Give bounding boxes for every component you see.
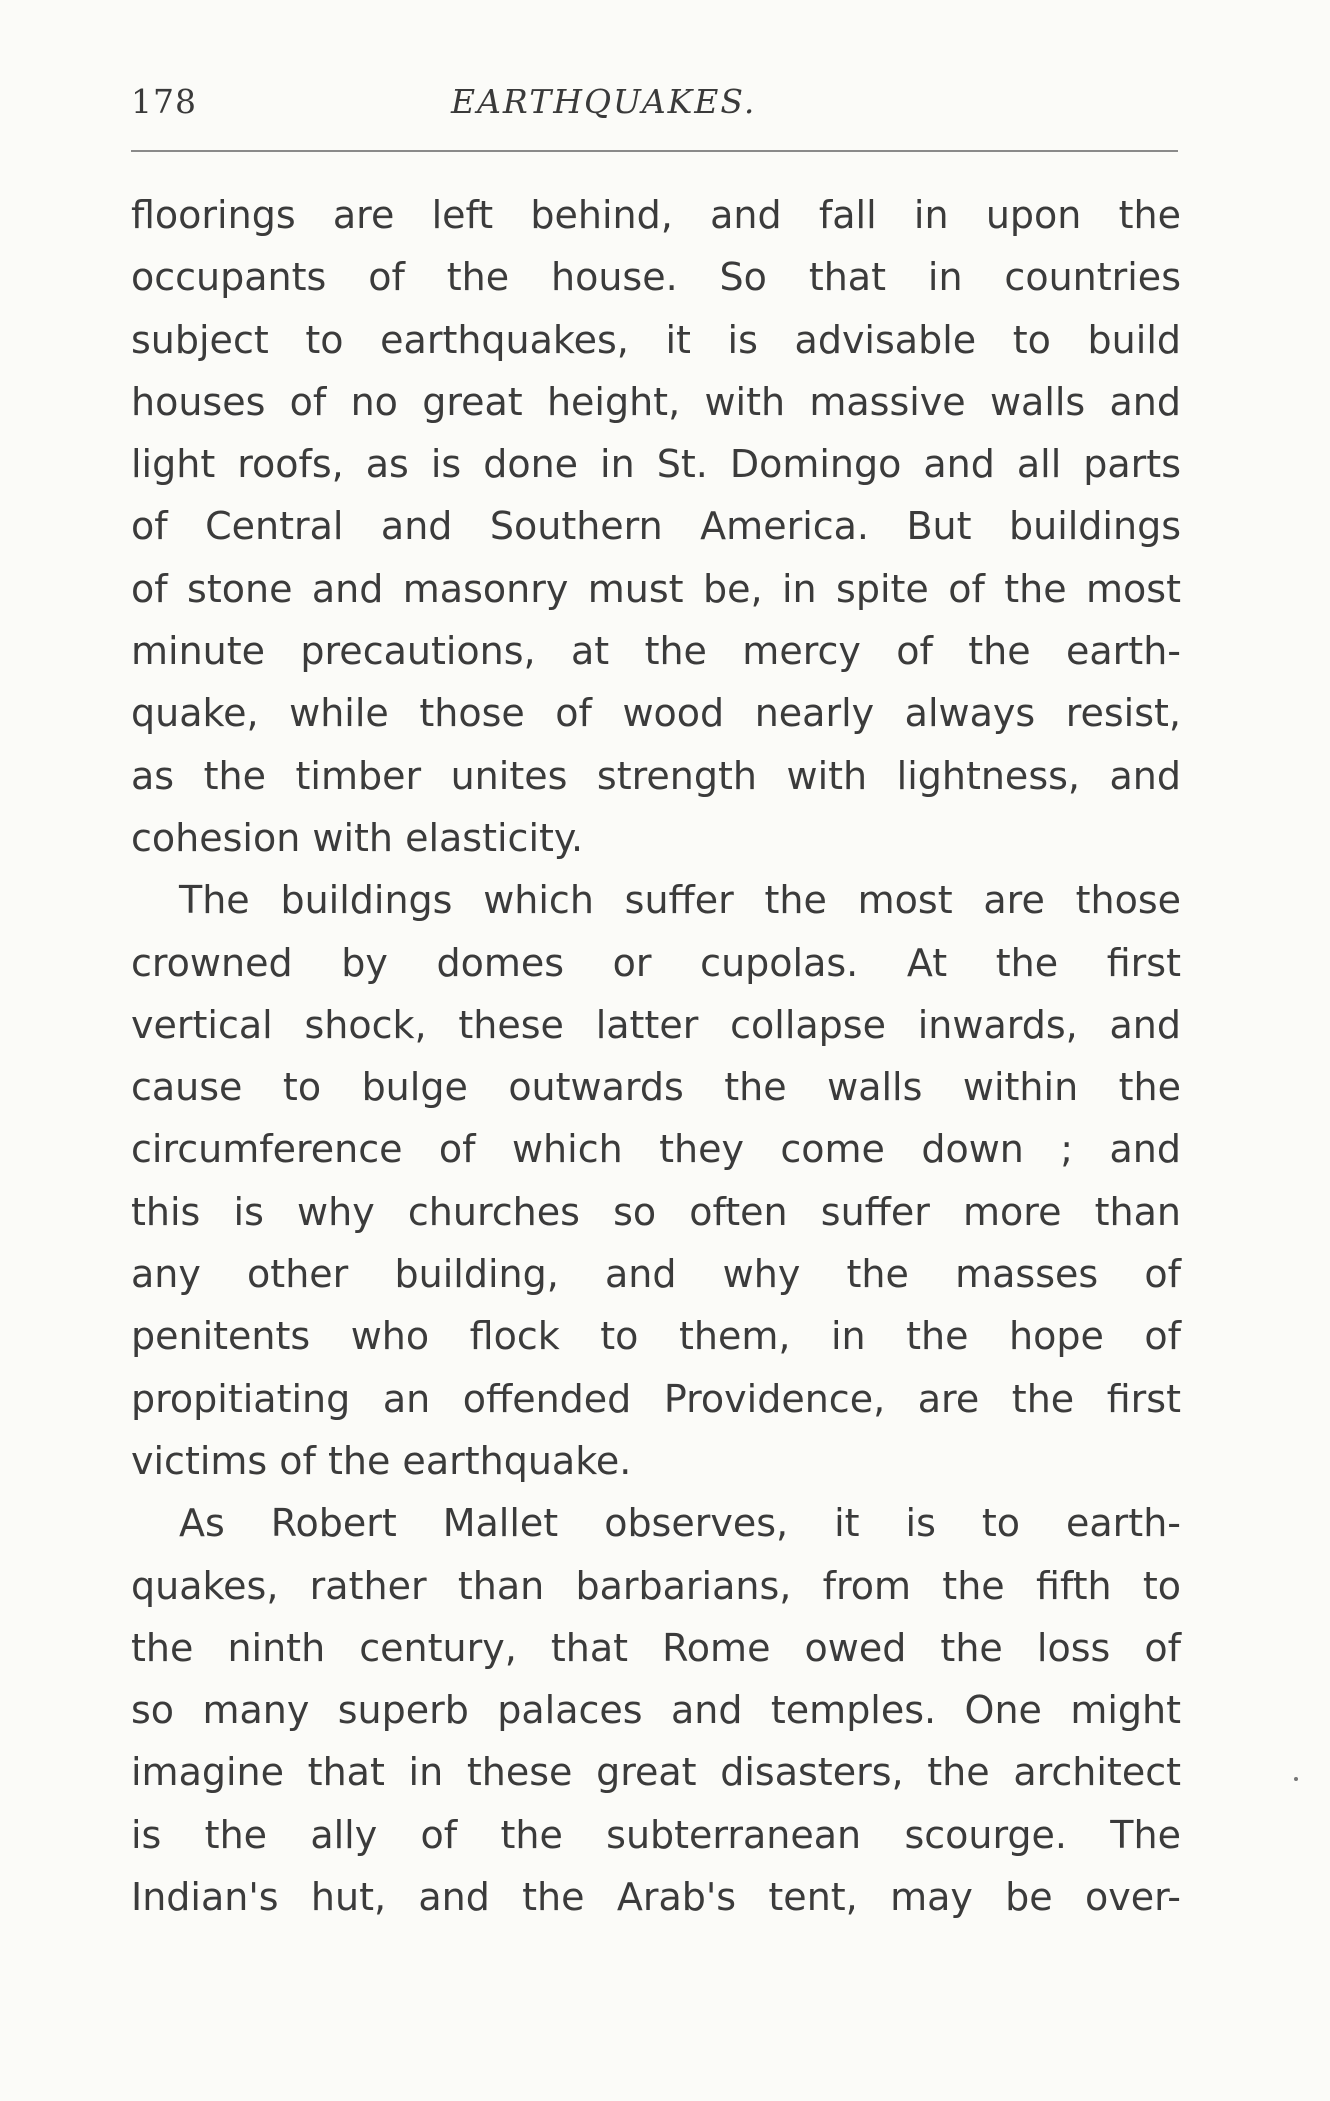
text-line: Indian's hut, and the Arab's tent, may be over-	[131, 1875, 1181, 1920]
text-line: quake, while those of wood nearly always resist,	[131, 691, 1181, 736]
paragraph-start-line: As Robert Mallet observes, it is to earth-	[179, 1501, 1181, 1546]
text-line: quakes, rather than barbarians, from the fifth to	[131, 1563, 1181, 1608]
text-line: this is why churches so often suffer more than	[131, 1189, 1181, 1234]
text-line: floorings are left behind, and fall in upon the	[131, 193, 1181, 237]
text-line: houses of no great height, with massive walls and	[131, 379, 1181, 424]
text-line: as the timber unites strength with lightness, and	[131, 753, 1181, 798]
text-line: the ninth century, that Rome owed the loss of	[131, 1625, 1181, 1670]
text-line: of Central and Southern America. But buildings	[131, 504, 1181, 549]
text-line: light roofs, as is done in St. Domingo and all parts	[131, 442, 1181, 487]
body-text	[131, 184, 1181, 1928]
text-line: propitiating an offended Providence, are the first	[131, 1376, 1181, 1421]
running-head	[131, 82, 1181, 132]
text-line: is the ally of the subterranean scourge. The	[131, 1812, 1181, 1857]
text-line: cause to bulge outwards the walls within the	[131, 1065, 1181, 1110]
paragraph-start-line: The buildings which suffer the most are those	[179, 878, 1181, 923]
text-line: vertical shock, these latter collapse inwards, and	[131, 1002, 1181, 1047]
text-line: subject to earthquakes, it is advisable to build	[131, 317, 1181, 362]
text-line: so many superb palaces and temples. One might	[131, 1688, 1181, 1733]
page-number: 178	[131, 82, 197, 121]
text-line: any other building, and why the masses of	[131, 1252, 1181, 1297]
margin-speck	[1294, 1777, 1298, 1781]
text-line: victims of the earthquake.	[131, 1438, 632, 1483]
text-line: penitents who flock to them, in the hope of	[131, 1314, 1181, 1359]
text-line: of stone and masonry must be, in spite of the most	[131, 566, 1181, 611]
text-line: imagine that in these great disasters, the architect	[131, 1750, 1181, 1795]
text-line: crowned by domes or cupolas. At the first	[131, 940, 1181, 985]
text-line: cohesion with elasticity.	[131, 815, 584, 860]
text-line: circumference of which they come down ; and	[131, 1127, 1181, 1172]
text-line: occupants of the house. So that in countries	[131, 255, 1181, 300]
text-line: minute precautions, at the mercy of the earth-	[131, 629, 1181, 674]
running-title: EARTHQUAKES.	[451, 82, 757, 121]
header-rule	[131, 150, 1178, 152]
